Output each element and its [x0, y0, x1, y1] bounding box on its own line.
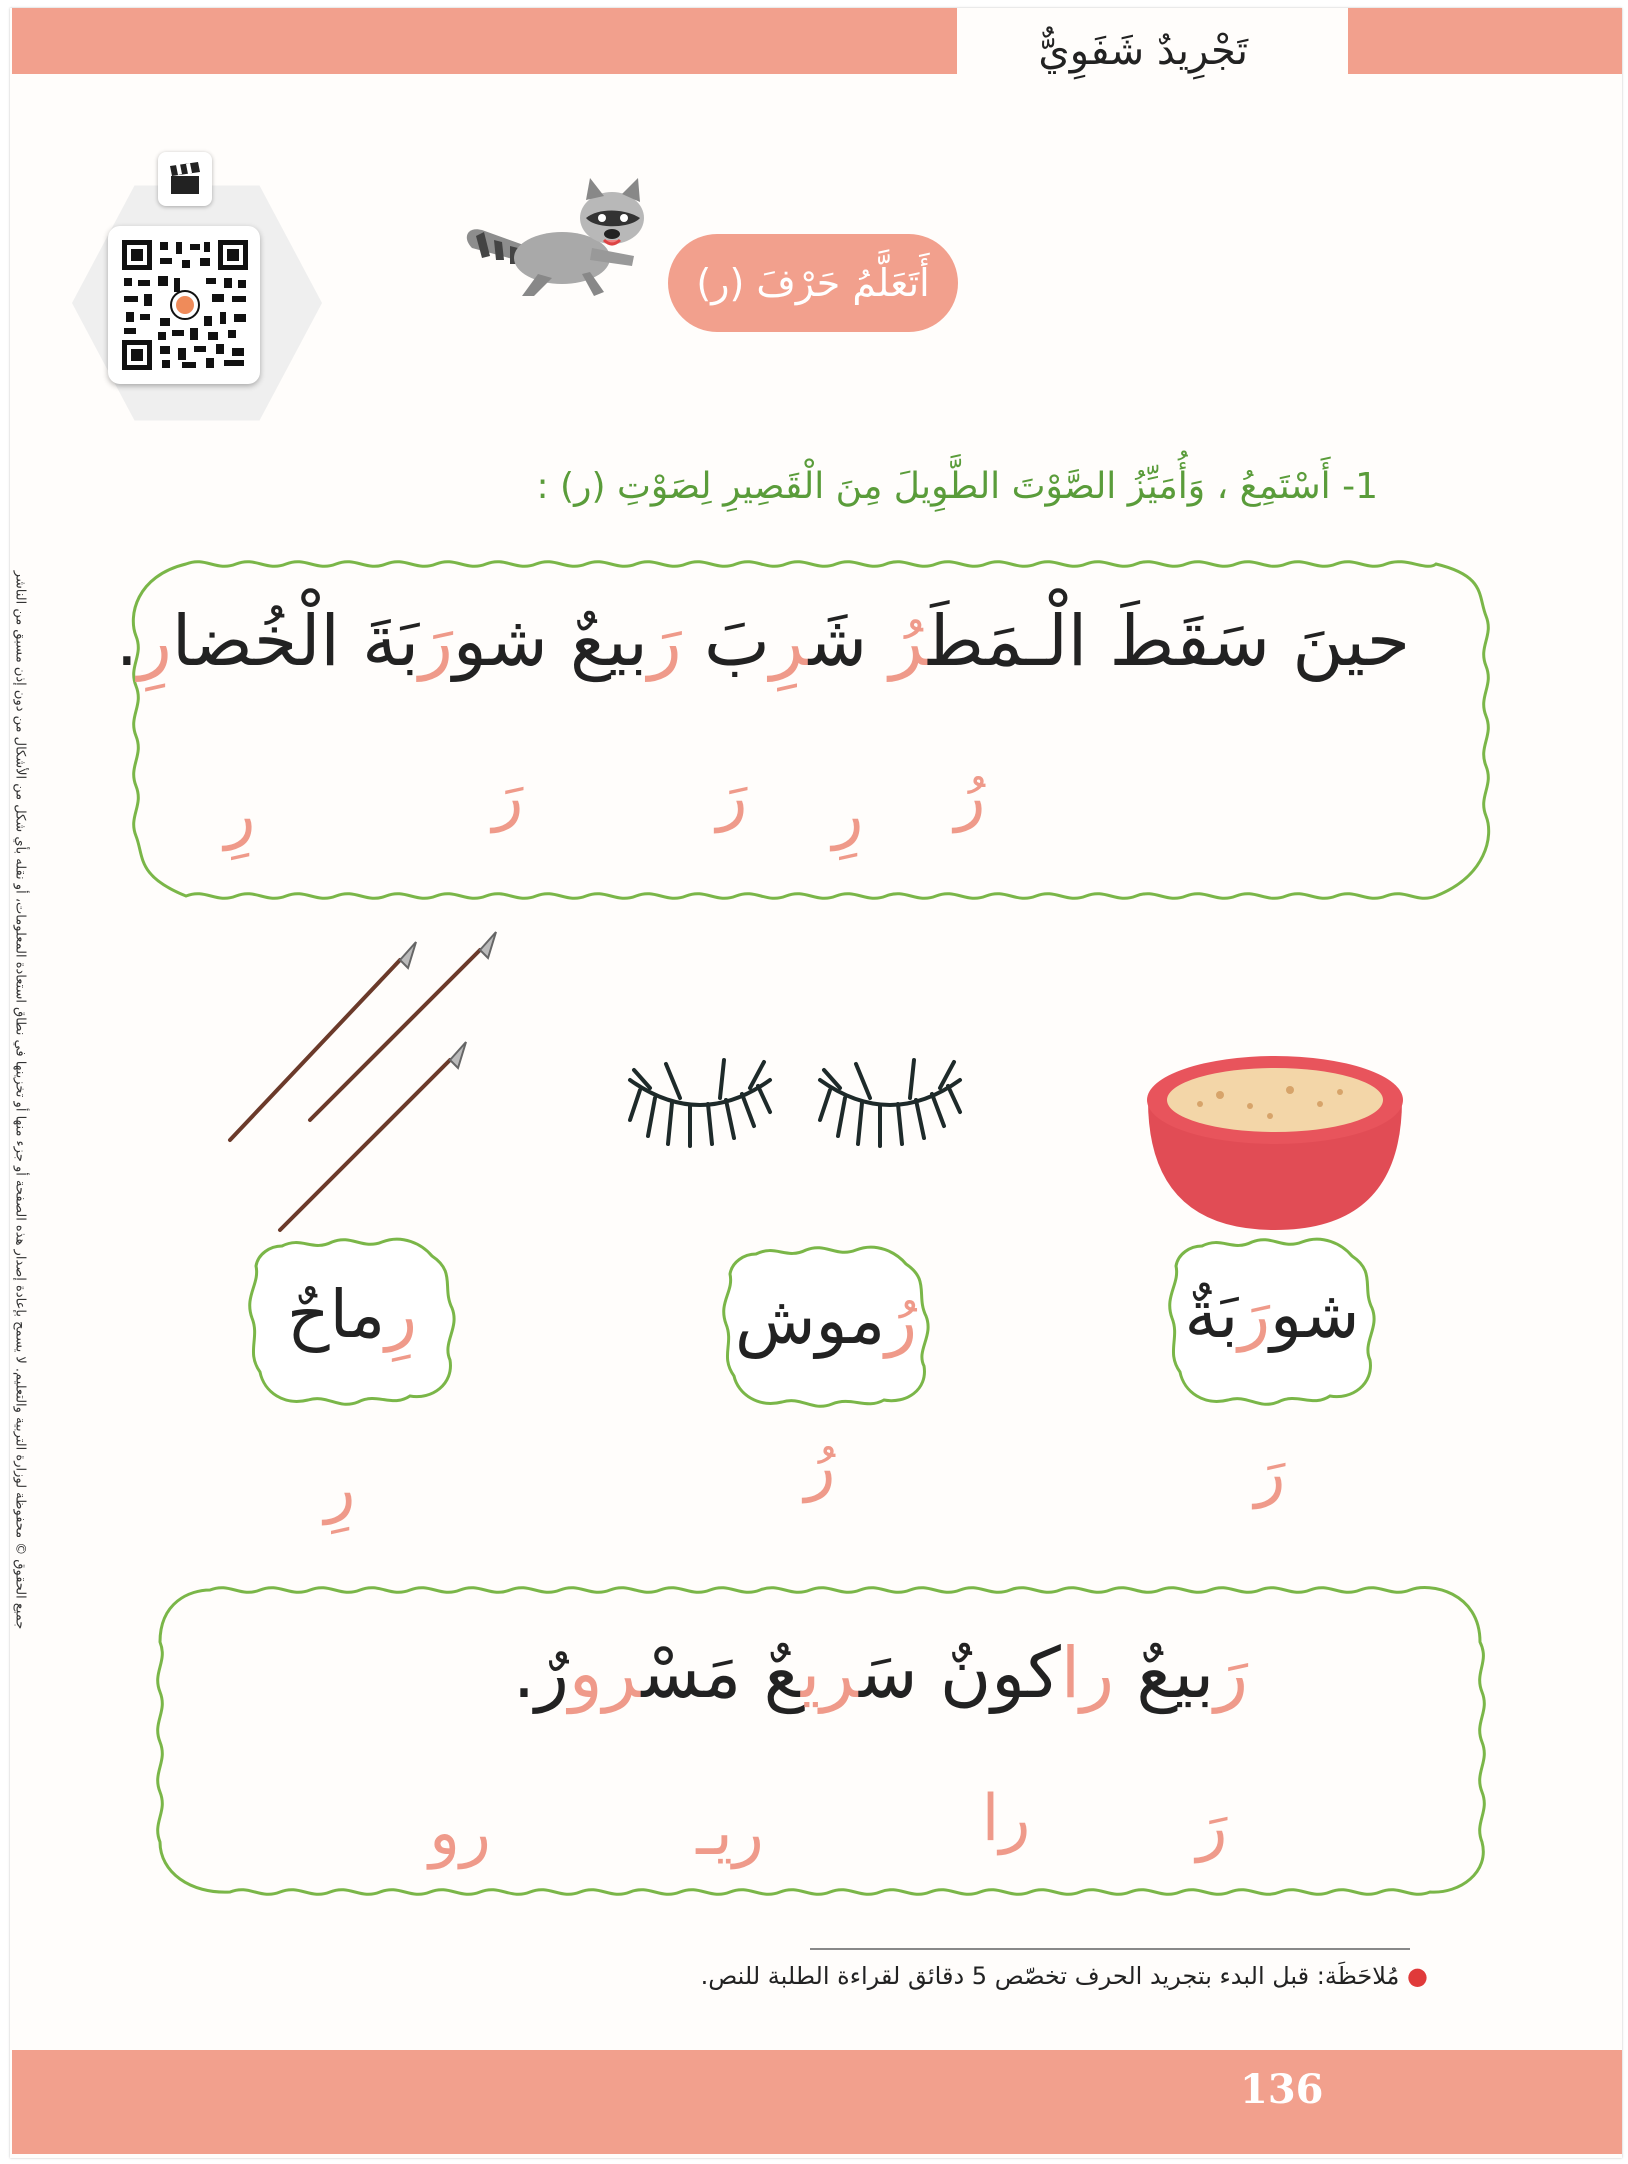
note-bullet-icon: ●	[1399, 1962, 1428, 1990]
sound-mark: رَ	[1254, 1436, 1286, 1510]
word: الْـمَطَرُ	[889, 600, 1088, 682]
header-band-left	[12, 8, 957, 74]
sound-mark: رَ	[492, 760, 524, 834]
sentence-1	[116, 600, 1410, 682]
sound-mark: ريـ	[696, 1796, 764, 1870]
raccoon-mascot	[462, 178, 672, 308]
eyelashes-image	[620, 1040, 970, 1150]
sound-mark: رِ	[224, 778, 256, 852]
note-divider	[810, 1948, 1410, 1950]
word: الْخُضارِ.	[115, 600, 340, 682]
exercise-instruction: 1- أَسْتَمِعُ ، وَأُمَيِّزُ الصَّوْتَ الطَّوِيلَ مِنَ الْقَصِيرِ لِصَوْتِ (ر) :	[536, 466, 1378, 507]
sound-mark: رو	[429, 1796, 491, 1870]
teacher-note: ● مُلاحَظَة: قبل البدء بتجريد الحرف تخصّص 5 دقائق لقراءة الطلبة للنص.	[700, 1962, 1428, 1990]
qr-code[interactable]	[120, 238, 250, 372]
header-band-right	[1348, 8, 1622, 74]
word: رَبيعٌ	[1136, 1632, 1248, 1714]
word: شورَبَةَ	[362, 600, 548, 682]
word: حينَ	[1292, 600, 1410, 682]
word-label-rimah: رِماحٌ	[287, 1276, 417, 1353]
spears-image	[220, 930, 510, 1240]
sound-mark: رُ	[804, 1430, 836, 1504]
word: راكونٌ	[939, 1632, 1115, 1714]
sentence-2	[513, 1632, 1248, 1714]
page-number: 136	[1240, 2066, 1324, 2113]
word: سَريعٌ	[763, 1632, 918, 1714]
sound-mark: رِ	[832, 778, 864, 852]
sound-mark: رِ	[324, 1452, 356, 1526]
copyright-side-text: جميع الحقوق © محفوظة لوزارة التربية والتعليم. لا يسمح بإعادة إصدار هذه الصفحة أو جزء منها أو تخزينها في نطاق استعادة المعلومات، أو نقله بأي شكل من الأشكال من دون إذن مسبق من الناشر	[12, 570, 28, 1630]
word-label-rumush: رُموش	[735, 1282, 917, 1359]
sound-mark: رَ	[716, 760, 748, 834]
word: سَقَطَ	[1109, 600, 1271, 682]
lesson-pill: أَتَعَلَّمُ حَرْفَ (ر)	[668, 234, 958, 332]
sound-mark: رُ	[954, 760, 986, 834]
soup-bowl-image	[1140, 1040, 1410, 1230]
sentence2-frame	[150, 1582, 1490, 1900]
sound-mark: رَ	[1196, 1790, 1228, 1864]
word: مَسْرورٌ.	[512, 1632, 742, 1714]
section-title: تَجْرِيدٌ شَفَوِيٌّ	[1038, 28, 1248, 74]
footer-band	[12, 2050, 1622, 2154]
word: شَرِبَ	[704, 600, 868, 682]
video-clapper-icon[interactable]	[158, 152, 212, 206]
sound-mark: را	[981, 1782, 1031, 1856]
word-label-shurba: شورَبَةٌ	[1184, 1276, 1360, 1353]
word: رَبيعٌ	[570, 600, 682, 682]
